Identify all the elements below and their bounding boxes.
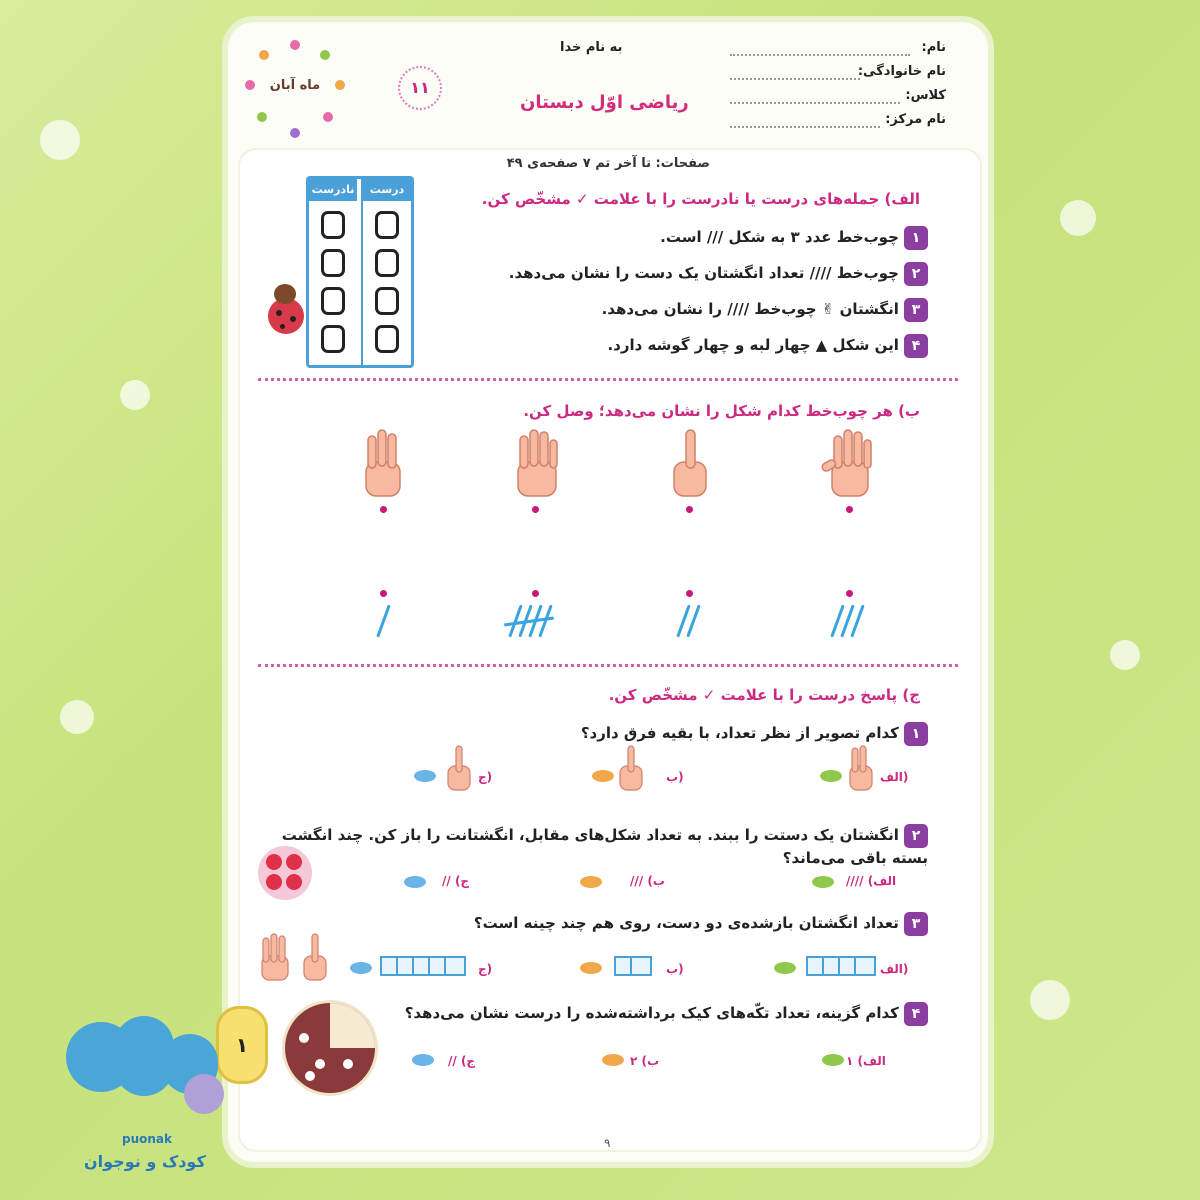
true-column	[361, 179, 411, 365]
question-number: ۱	[904, 722, 928, 746]
answer-leaf-icon[interactable]	[350, 962, 372, 974]
option-c-label[interactable]: ج) //	[448, 1054, 476, 1068]
option-c-label[interactable]: ج)	[478, 770, 493, 784]
book-number-badge: ۱	[216, 1006, 268, 1084]
question-row-a3	[602, 298, 928, 322]
answer-leaf-icon[interactable]	[820, 770, 842, 782]
strawberries-plate	[258, 846, 312, 900]
flower-decoration	[40, 120, 80, 160]
bismillah: به نام خدا	[560, 40, 623, 55]
connect-dot[interactable]	[686, 590, 693, 597]
answer-leaf-icon[interactable]	[774, 962, 796, 974]
page-number: ۹	[604, 1136, 611, 1150]
connect-dot[interactable]	[380, 506, 387, 513]
family-label: نام خانوادگی:	[857, 64, 946, 79]
flower-decoration	[1060, 200, 1096, 236]
section-b-title: ب) هر چوب‌خط کدام شکل را نشان می‌دهد؛ وصل کن.	[523, 402, 920, 420]
puonak-logo	[66, 1016, 226, 1126]
answer-leaf-icon[interactable]	[414, 770, 436, 782]
option-a-label[interactable]: الف) ////	[846, 874, 897, 888]
answer-leaf-icon[interactable]	[822, 1054, 844, 1066]
connect-dot[interactable]	[846, 590, 853, 597]
question-number: ۴	[904, 334, 928, 358]
section-divider	[258, 378, 958, 381]
center-label: نام مرکز:	[885, 112, 946, 127]
question-text: تعداد انگشتان بازشده‌ی دو دست، روی هم چند چینه است؟	[473, 914, 899, 932]
option-b-label[interactable]: ب)	[666, 770, 684, 784]
option-a-label[interactable]: الف)	[880, 770, 909, 784]
false-column	[309, 179, 357, 365]
flower-decoration	[1110, 640, 1140, 670]
month-ring	[245, 40, 345, 140]
question-number: ۲	[904, 824, 928, 848]
section-divider	[258, 664, 958, 667]
connect-dot[interactable]	[846, 506, 853, 513]
question-number: ۱	[904, 226, 928, 250]
name-label: نام:	[921, 40, 946, 55]
false-checkbox-2[interactable]	[321, 249, 345, 277]
name-line[interactable]	[730, 54, 910, 56]
option-a-label[interactable]: الف)	[880, 962, 909, 976]
connect-dot[interactable]	[532, 590, 539, 597]
answer-leaf-icon[interactable]	[580, 876, 602, 888]
sheet-number-badge: ۱۱	[398, 66, 442, 110]
question-text: چوب‌خط //// تعداد انگشتان یک دست را نشان می‌دهد.	[508, 264, 899, 282]
question-text: کدام گزینه، تعداد تکّه‌های کیک برداشته‌شده را درست نشان می‌دهد؟	[404, 1004, 899, 1022]
brand-persian: کودک و نوجوان	[84, 1152, 206, 1171]
pages-range: صفحات: تا آخر تم ۷ صفحه‌ی ۴۹	[506, 156, 710, 171]
option-b-label[interactable]: ب) ۲	[630, 1054, 660, 1068]
hand-five-fingers-icon	[818, 428, 884, 500]
question-row-c2	[248, 824, 928, 867]
answer-leaf-icon[interactable]	[592, 770, 614, 782]
flower-decoration	[120, 380, 150, 410]
hand-one-finger-icon	[616, 744, 646, 792]
question-text: این شکل ▲ چهار لبه و چهار گوشه دارد.	[607, 336, 899, 354]
question-text: انگشتان یک دستت را ببند. به تعداد شکل‌های مقابل، انگشتانت را باز کن. چند انگشت بسته باقی می‌ماند؟	[281, 826, 928, 867]
hand-three-fingers-icon	[358, 428, 408, 500]
question-row-c4	[405, 1002, 928, 1026]
hand-three-fingers-icon	[258, 932, 292, 982]
flower-decoration	[1030, 980, 1070, 1020]
question-text: انگشتان ✌ چوب‌خط //// را نشان می‌دهد.	[601, 300, 899, 318]
hand-one-finger-icon	[444, 744, 474, 792]
family-line[interactable]	[730, 78, 860, 80]
connect-dot[interactable]	[380, 590, 387, 597]
ladybug-illustration	[262, 284, 310, 340]
month-label: ماه آبان	[269, 78, 321, 93]
question-text: چوب‌خط عدد ۳ به شکل /// است.	[660, 228, 899, 246]
question-row-a4	[607, 334, 928, 358]
true-header: درست	[363, 179, 411, 201]
option-b-label[interactable]: ب) ///	[630, 874, 665, 888]
question-row-c1	[581, 722, 928, 746]
question-number: ۳	[904, 298, 928, 322]
option-c-label[interactable]: ج) //	[442, 874, 470, 888]
hand-two-fingers-icon	[846, 744, 876, 792]
hand-four-fingers-icon	[510, 428, 564, 500]
true-checkbox-4[interactable]	[375, 325, 399, 353]
false-checkbox-3[interactable]	[321, 287, 345, 315]
brand-latin: puonak	[122, 1132, 172, 1146]
section-a-title: الف) جمله‌های درست یا نادرست را با علامت ✓ مشخّص کن.	[481, 190, 920, 208]
false-header: نادرست	[309, 179, 357, 201]
class-label: کلاس:	[905, 88, 946, 103]
question-number: ۲	[904, 262, 928, 286]
section-c-title: ج) پاسخ درست را با علامت ✓ مشخّص کن.	[608, 686, 920, 704]
question-text: کدام تصویر از نظر تعداد، با بقیه فرق دارد؟	[580, 724, 899, 742]
class-line[interactable]	[730, 102, 900, 104]
cake-illustration	[282, 1000, 378, 1096]
question-row-c3	[474, 912, 928, 936]
false-checkbox-4[interactable]	[321, 325, 345, 353]
true-false-table	[306, 176, 414, 368]
connect-dot[interactable]	[686, 506, 693, 513]
answer-leaf-icon[interactable]	[602, 1054, 624, 1066]
false-checkbox-1[interactable]	[321, 211, 345, 239]
question-row-a2	[509, 262, 928, 286]
hand-one-finger-icon	[668, 428, 712, 500]
true-checkbox-3[interactable]	[375, 287, 399, 315]
option-c-label[interactable]: ج)	[478, 962, 493, 976]
worksheet-title: ریاضی اوّل دبستان	[520, 92, 689, 113]
answer-leaf-icon[interactable]	[580, 962, 602, 974]
question-number: ۴	[904, 1002, 928, 1026]
hand-one-finger-icon	[300, 932, 330, 982]
option-b-label[interactable]: ب)	[666, 962, 684, 976]
question-row-a1	[660, 226, 928, 250]
option-a-label[interactable]: الف) ۱	[846, 1054, 886, 1068]
connect-dot[interactable]	[532, 506, 539, 513]
flower-decoration	[60, 700, 94, 734]
center-line[interactable]	[730, 126, 880, 128]
answer-leaf-icon[interactable]	[404, 876, 426, 888]
answer-leaf-icon[interactable]	[812, 876, 834, 888]
question-number: ۳	[904, 912, 928, 936]
true-checkbox-2[interactable]	[375, 249, 399, 277]
answer-leaf-icon[interactable]	[412, 1054, 434, 1066]
true-checkbox-1[interactable]	[375, 211, 399, 239]
